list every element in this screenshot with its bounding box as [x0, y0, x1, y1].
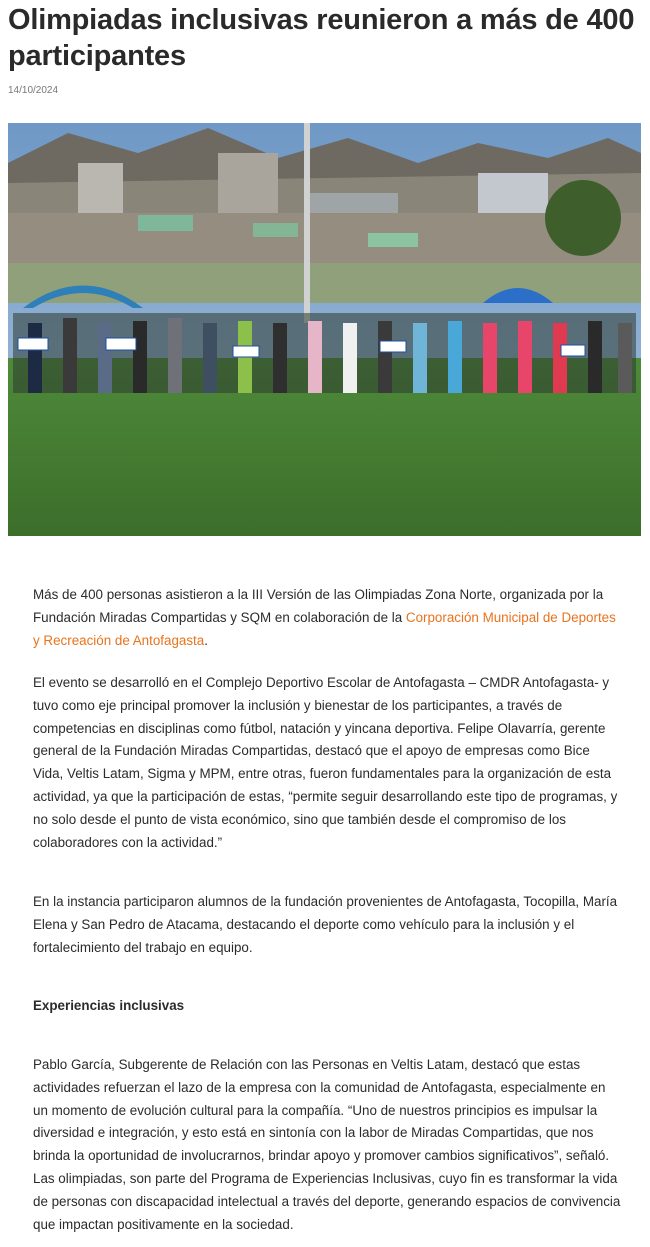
- section-subheading: Experiencias inclusivas: [33, 998, 185, 1013]
- article-photo: [8, 123, 641, 536]
- paragraph-experiences: Pablo García, Subgerente de Relación con las Personas en Veltis Latam, destacó que estas actividades refuerzan el lazo de la empresa con la comunidad de Antofagasta, especialmente en un momento de evolución cultural para la compañía. “Uno de nuestros principios es impulsar la diversidad e integración, y esto está en sintonía con la labor de Miradas Compartidas, que nos brinda la oportunidad de involucrarnos, brindar apoyo y promover cambios significativos”, señaló. Las olimpiadas, son parte del Programa de Experiencias Inclusivas, cuyo fin es transformar la vida de personas con discapacidad intelectual a través del deporte, generando espacios de convivencia que impactan positivamente en la sociedad.: [33, 1057, 621, 1232]
- corporacion-municipal-link[interactable]: Corporación Municipal de Deportes y Recreación de Antofagasta: [33, 609, 616, 648]
- paragraph-intro-text: Más de 400 personas asistieron a la III Versión de las Olimpiadas Zona Norte, organizada por la Fundación Miradas Compartidas y SQM en colaboración de la: [33, 587, 604, 625]
- publish-date: 14/10/2024: [8, 85, 59, 96]
- paragraph-intro-end: .: [204, 632, 208, 648]
- paragraph-event: El evento se desarrolló en el Complejo Deportivo Escolar de Antofagasta – CMDR Antofagasta- y tuvo como eje principal promover la inclusión y bienestar de los participantes, a través de competencias en disciplinas como fútbol, natación y yincana deportiva. Felipe Olavarría, gerente general de la Fundación Miradas Compartidas, destacó que el apoyo de empresas como Bice Vida, Veltis Latam, Sigma y MPM, entre otras, fueron fundamentales para la organización de esta actividad, ya que la participación de estas, “permite seguir desarrollando este tipo de programas, y no solo desde el punto de vista económico, sino que también desde el compromiso de los colaboradores con la actividad.”: [33, 675, 618, 850]
- article-title: Olimpiadas inclusivas reunieron a más de 400 participantes: [8, 4, 635, 72]
- paragraph-participants: En la instancia participaron alumnos de la fundación provenientes de Antofagasta, Tocopilla, María Elena y San Pedro de Atacama, destacando el deporte como vehículo para la inclusión y el fortalecimiento del trabajo en equipo.: [33, 894, 618, 955]
- paragraph-intro: [33, 584, 623, 652]
